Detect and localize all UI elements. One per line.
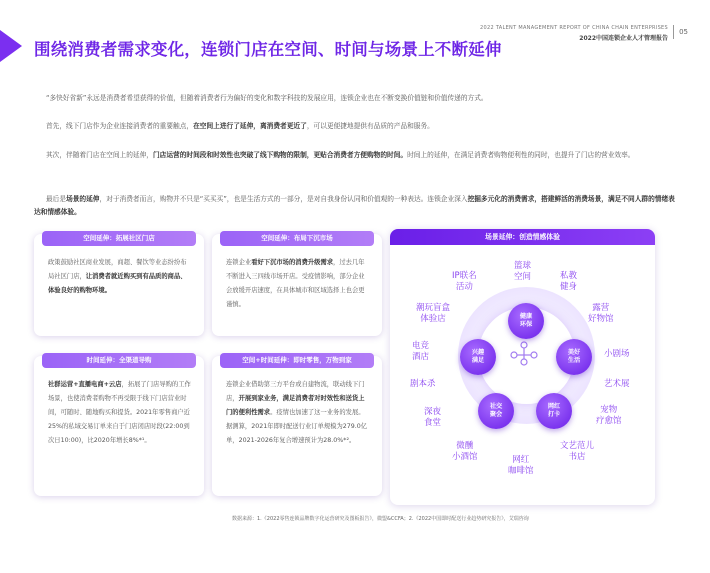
scene-tag: 场景延伸：创造情感体验 (390, 229, 655, 245)
scene-ip-collab: IP联名 活动 (452, 271, 477, 292)
bubble-health (508, 303, 544, 339)
card-tag: 空间延伸：布局下沉市场 (220, 231, 374, 246)
scene-esports: 电竞 酒店 (412, 341, 430, 362)
p3-text-c: 时间上的延伸，在满足消费者购物便利性的同时，也提升了门店的营业效率。 (407, 151, 635, 159)
card-text-b: ，拓展了门店导购的工作场景，也使消费者购物不再受限于线下门店营业时间，可随时、随地购买和提货。2021年零售商户近25%的私域交易订单来自于门店闭店时段(22:00到次日10:00)，比2020年增长8%*¹。 (48, 381, 191, 444)
card-tag: 空间延伸：拓展社区门店 (42, 231, 196, 246)
page-number: 05 (679, 28, 688, 36)
card-text-b: 让消费者就近购买到有品质的商品、体验良好的购物环境。 (48, 273, 187, 294)
card-text-c: ，过去几年不断进入三四线市场开店。受疫情影响，部分企业会放缓开店速度，在具体城市和区域选择上也会更谨慎。 (226, 259, 365, 308)
bubble-label: 美好 生活 (567, 349, 581, 364)
p3-text-b: 门店运营的时间段和时效性也突破了线下购物的限制，更贴合消费者方便购物的时间。 (153, 151, 408, 159)
scene-late-night: 深夜 食堂 (424, 407, 442, 428)
p1-text: “多快好省新”永远是消费者希望获得的价值，但随着消费者行为偏好的变化和数字科技的发展应用，连锁企业也在不断变换价值链和价值传递的方式。 (46, 94, 488, 102)
paragraph-2 (34, 120, 679, 133)
report-title-cn: 2022中国连锁企业人才管理报告 (579, 35, 668, 42)
scene-cafe: 网红 咖啡馆 (508, 455, 534, 476)
p2-text-a: 首先，线下门店作为企业连接消费者的重要触点， (46, 122, 194, 130)
scene-fitness: 私教 健身 (560, 271, 578, 292)
paragraph-1 (34, 92, 679, 105)
card-text-a: 政策鼓励社区商业发展，商超、餐饮等业态纷纷布局社区门店， (48, 259, 187, 280)
scene-extension-panel (390, 229, 655, 505)
scene-bar: 微醺 小酒馆 (452, 441, 478, 462)
bubble-good-life (556, 339, 592, 375)
scene-camping: 露营 好物馆 (588, 303, 614, 324)
scene-blindbox: 潮玩盲盒 体验店 (416, 303, 451, 324)
card-instant-retail (212, 356, 382, 496)
bubble-label: 社交 聚会 (489, 403, 503, 418)
network-icon (509, 340, 539, 366)
card-text-b: 开展到家业务，满足消费者对时效性和送货上门的便利性需求 (226, 395, 365, 416)
bubble-interest (460, 339, 496, 375)
p4-text-c: ，对于消费者而言，购物并不只是“买买买”，也是生活方式的一部分，是对自我身份认同和价值观的一种表达。连锁企业深入 (99, 195, 468, 203)
p4-text-a: 最后是 (46, 195, 67, 203)
card-body (226, 378, 370, 448)
card-tag: 空间+时间延伸：即时零售，万物到家 (220, 353, 374, 368)
scene-pet: 宠物 疗愈馆 (596, 405, 622, 426)
scene-art: 艺术展 (604, 379, 630, 389)
paragraph-4 (34, 193, 679, 219)
scene-bookstore: 文艺范儿 书店 (560, 441, 595, 462)
p3-text-a: 其次，伴随着门店在空间上的延伸， (46, 151, 153, 159)
card-body (48, 256, 192, 298)
bubble-label: 兴趣 满足 (471, 349, 485, 364)
card-text-a: 连锁企业借助第三方平台或自建物流，联动线下门店， (226, 381, 365, 402)
card-text-a: 社群运营+直播电商+云店 (48, 381, 122, 388)
scene-murder-mystery: 剧本杀 (410, 379, 436, 389)
card-omnichannel-guide (34, 356, 204, 496)
p4-text-d: 挖掘多元化的消费需求，搭建鲜活的消费场景，满足不同人群的情绪表达和情感体验。 (34, 195, 675, 216)
report-title-en: 2022 TALENT MANAGEMENT REPORT OF CHINA CHAIN ENTERPRISES (480, 25, 668, 31)
bubble-label: 健康 环保 (519, 313, 533, 328)
paragraph-3 (34, 149, 679, 162)
header-divider (673, 25, 674, 39)
p2-text-c: ，可以更便捷地提供有品质的产品和服务。 (306, 122, 434, 130)
report-header (480, 25, 668, 42)
bubble-label: 网红 打卡 (547, 403, 561, 418)
title-accent-triangle (0, 30, 22, 62)
card-text-b: 看好下沉市场的消费升级需求 (251, 259, 334, 266)
card-text-a: 连锁企业 (226, 259, 252, 266)
card-tag: 时间延伸：全渠道导购 (42, 353, 196, 368)
p4-text-b: 场景的延伸 (66, 195, 100, 203)
p2-text-b: 在空间上进行了延伸，离消费者更近了 (193, 122, 307, 130)
bubble-checkin (536, 393, 572, 429)
card-sinking-market (212, 234, 382, 336)
card-body (48, 378, 192, 448)
card-body (226, 256, 370, 312)
scene-theater: 小剧场 (604, 349, 630, 359)
data-source: 数据来源：1.《2022零售连锁品牌数字化运营研究及图板报告》，微盟&CCFA；2.《2022中国即时配送行业趋势研究报告》，艾瑞咨询 (232, 516, 529, 522)
bubble-social (478, 393, 514, 429)
card-text-c: 。疫情也加速了这一业务的发展。据测算，2021年即时配送行业订单规模为279.0亿单，2021-2026年复合增速预计为28.0%*²。 (226, 409, 368, 444)
page-title: 围绕消费者需求变化，连锁门店在空间、时间与场景上不断延伸 (34, 40, 502, 59)
scene-basketball: 篮球 空间 (514, 261, 532, 282)
card-community-stores (34, 234, 204, 336)
